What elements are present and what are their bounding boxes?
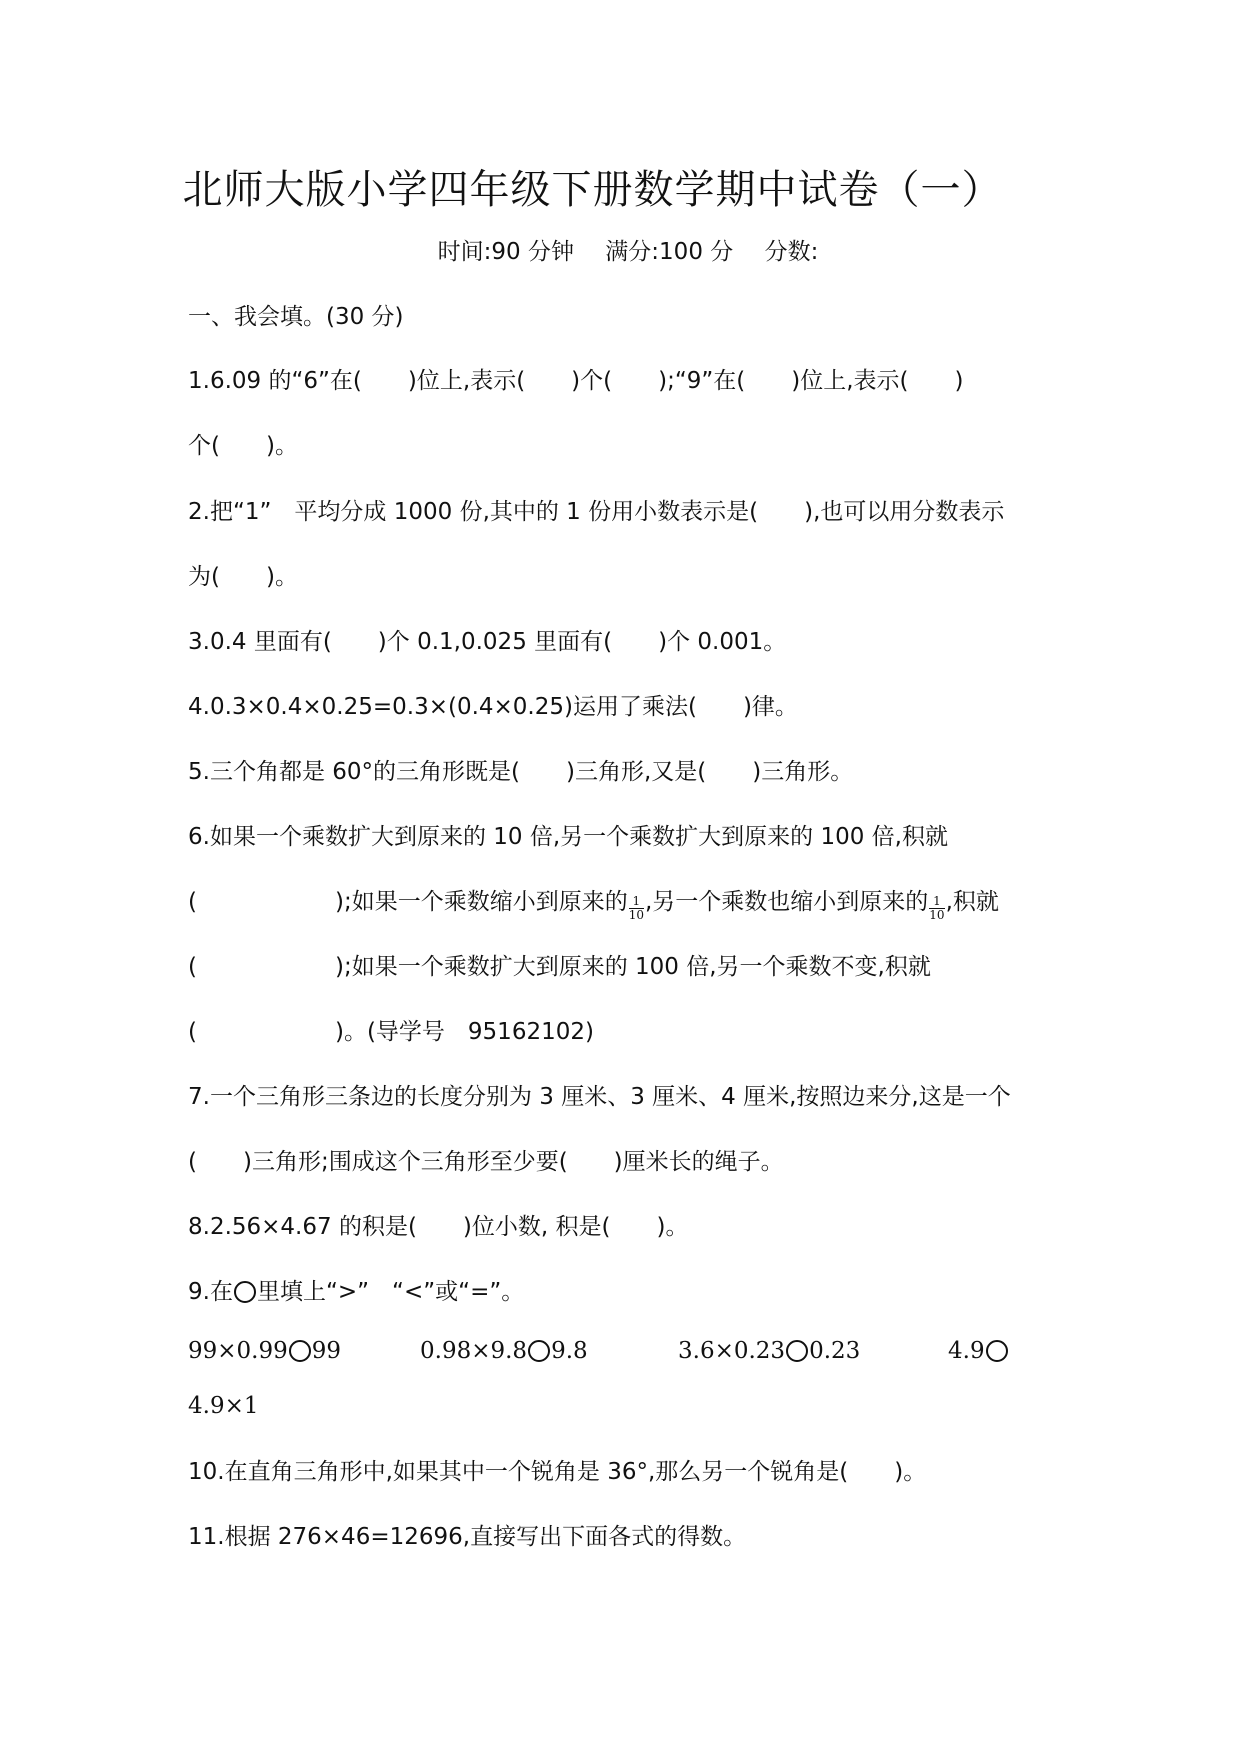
compare-right: 99 bbox=[311, 1338, 342, 1364]
answer-circle[interactable] bbox=[786, 1340, 808, 1362]
question-4: 4.0.3×0.4×0.25=0.3×(0.4×0.25)运用了乘法( )律。 bbox=[188, 694, 798, 720]
question-2-line-2: 为( )。 bbox=[188, 564, 298, 590]
question-5: 5.三个角都是 60°的三角形既是( )三角形,又是( )三角形。 bbox=[188, 759, 854, 785]
compare-left: 99×0.99 bbox=[188, 1338, 288, 1364]
answer-circle[interactable] bbox=[986, 1340, 1008, 1362]
compare-left: 4.9 bbox=[948, 1338, 985, 1364]
question-10: 10.在直角三角形中,如果其中一个锐角是 36°,那么另一个锐角是( )。 bbox=[188, 1459, 927, 1485]
question-11: 11.根据 276×46=12696,直接写出下面各式的得数。 bbox=[188, 1524, 747, 1550]
exam-meta bbox=[0, 233, 1241, 266]
fraction-one-tenth bbox=[929, 895, 944, 922]
page-title: 北师大版小学四年级下册数学期中试卷（一） bbox=[182, 167, 1003, 213]
circle-icon bbox=[234, 1281, 256, 1303]
compare-item-4 bbox=[948, 1338, 1009, 1364]
compare-item-2 bbox=[420, 1338, 588, 1364]
compare-item-3 bbox=[678, 1338, 860, 1364]
section-heading: 一、我会填。(30 分) bbox=[188, 304, 404, 330]
compare-left: 3.6×0.23 bbox=[678, 1338, 786, 1364]
question-6-line-1: 6.如果一个乘数扩大到原来的 10 倍,另一个乘数扩大到原来的 100 倍,积就 bbox=[188, 824, 948, 850]
question-6-text-a: ( );如果一个乘数缩小到原来的 bbox=[188, 889, 628, 915]
question-6-text-b: ,另一个乘数也缩小到原来的 bbox=[644, 889, 929, 915]
question-8: 8.2.56×4.67 的积是( )位小数, 积是( )。 bbox=[188, 1214, 689, 1240]
fraction-one-tenth bbox=[629, 895, 644, 922]
question-7-line-2: ( )三角形;围成这个三角形至少要( )厘米长的绳子。 bbox=[188, 1149, 784, 1175]
compare-item-1 bbox=[188, 1338, 341, 1364]
exam-score-field: 分数: bbox=[764, 239, 819, 265]
question-1-line-2: 个( )。 bbox=[188, 433, 298, 459]
question-2-line-1: 2.把“1” 平均分成 1000 份,其中的 1 份用小数表示是( ),也可以用分数表示 bbox=[188, 499, 1005, 525]
compare-right: 9.8 bbox=[551, 1338, 588, 1364]
question-6-line-3: ( );如果一个乘数扩大到原来的 100 倍,另一个乘数不变,积就 bbox=[188, 954, 931, 980]
question-7-line-1: 7.一个三角形三条边的长度分别为 3 厘米、3 厘米、4 厘米,按照边来分,这是一个 bbox=[188, 1084, 1011, 1110]
question-1-line-1: 1.6.09 的“6”在( )位上,表示( )个( );“9”在( )位上,表示( ) bbox=[188, 368, 964, 394]
answer-circle[interactable] bbox=[289, 1340, 311, 1362]
question-9-pre: 9.在 bbox=[188, 1279, 233, 1305]
fraction-denominator: 10 bbox=[929, 908, 945, 922]
fraction-numerator: 1 bbox=[929, 895, 944, 909]
fraction-numerator: 1 bbox=[629, 895, 644, 909]
exam-time: 时间:90 分钟 bbox=[437, 239, 574, 265]
fraction-denominator: 10 bbox=[628, 908, 644, 922]
exam-full-score: 满分:100 分 bbox=[605, 239, 734, 265]
question-6-text-c: ,积就 bbox=[945, 889, 999, 915]
question-6-line-4: ( )。(导学号 95162102) bbox=[188, 1019, 594, 1045]
answer-circle[interactable] bbox=[528, 1340, 550, 1362]
question-9 bbox=[188, 1273, 524, 1306]
compare-item-4-wrap: 4.9×1 bbox=[188, 1393, 259, 1419]
question-6-line-2 bbox=[188, 883, 999, 922]
compare-right: 0.23 bbox=[809, 1338, 861, 1364]
compare-left: 0.98×9.8 bbox=[420, 1338, 528, 1364]
question-3: 3.0.4 里面有( )个 0.1,0.025 里面有( )个 0.001。 bbox=[188, 629, 787, 655]
question-9-post: 里填上“>” “<”或“=”。 bbox=[256, 1279, 525, 1305]
